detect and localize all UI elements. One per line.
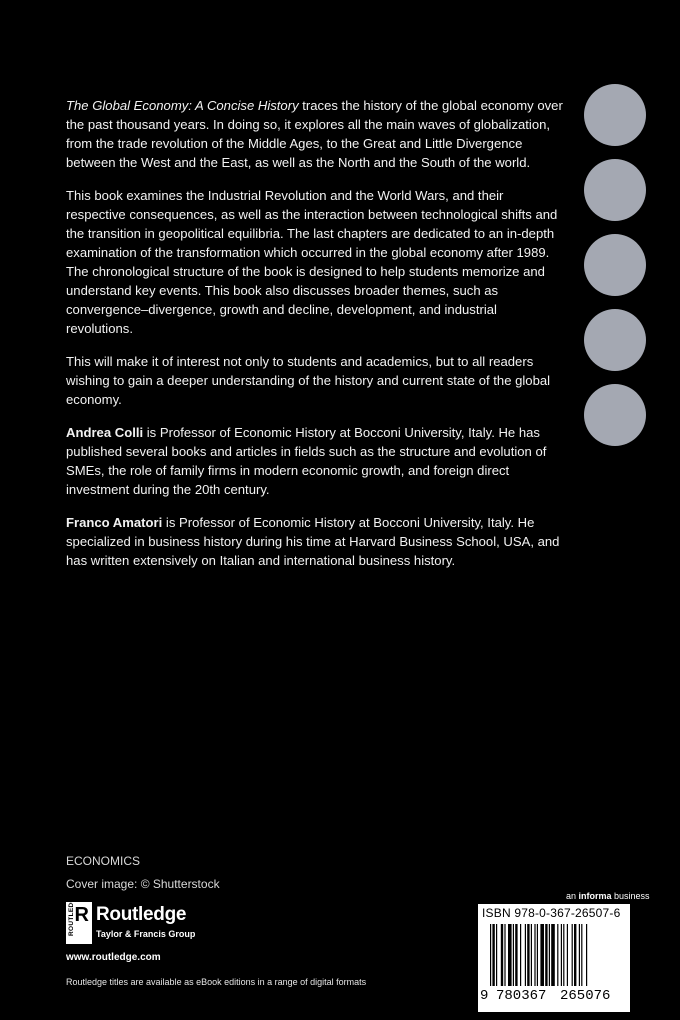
logo-mark-letter: R <box>74 904 89 926</box>
author-name-2: Franco Amatori <box>66 515 163 530</box>
description-paragraph-1 <box>66 96 566 172</box>
barcode-bar <box>586 924 587 986</box>
description-text: traces the history of the global economy over the past thousand years. In doing so, it explores all the main waves of globalization, from the trade revolution of the Middle Ages, to the Great and Little Divergence between the West and the East, as well as the North and the South of the world. <box>66 98 563 170</box>
barcode-bar <box>545 924 547 986</box>
decorative-circles <box>584 84 646 459</box>
publisher-group: Taylor & Francis Group <box>96 929 196 939</box>
author-bio-text-2: is Professor of Economic History at Bocconi University, Italy. He specialized in business history during his time at Harvard Business School, USA, and has written extensively on Italian and international business history. <box>66 515 560 568</box>
barcode-bar <box>574 924 576 986</box>
barcode-bar <box>504 924 505 986</box>
barcode-bar <box>540 924 544 986</box>
barcode-bars <box>490 924 622 986</box>
publisher-website: www.routledge.com <box>66 952 161 963</box>
barcode-bar <box>581 924 582 986</box>
barcode-bar <box>563 924 564 986</box>
barcode-bar <box>525 924 526 986</box>
decorative-circle <box>584 384 646 446</box>
barcode-left-digits: 780367 <box>496 988 547 1004</box>
barcode-bar <box>508 924 512 986</box>
barcode-bar <box>561 924 562 986</box>
routledge-logo <box>66 892 266 944</box>
publisher-name: Routledge <box>96 904 187 925</box>
cover-image-credit: Cover image: © Shutterstock <box>66 877 220 891</box>
author-bio-text-1: is Professor of Economic History at Bocconi University, Italy. He has published several books and articles in fields such as the structure and evolution of SMEs, the role of family firms in modern economic growth, and foreign direct investment during the 20th century. <box>66 425 547 497</box>
informa-business-tag <box>566 891 650 901</box>
barcode-bar <box>537 924 538 986</box>
decorative-circle <box>584 234 646 296</box>
barcode-bar <box>534 924 535 986</box>
routledge-logo-mark <box>66 892 92 944</box>
barcode-bar <box>492 924 494 986</box>
ebook-note: Routledge titles are available as eBook editions in a range of digital formats <box>66 977 367 987</box>
barcode-bar <box>579 924 580 986</box>
back-cover-blurb <box>66 96 566 584</box>
barcode-bar <box>557 924 558 986</box>
decorative-circle <box>584 159 646 221</box>
barcode-bar <box>567 924 568 986</box>
barcode-bar <box>531 924 532 986</box>
barcode-bar <box>527 924 529 986</box>
author-name-1: Andrea Colli <box>66 425 144 440</box>
barcode-lead-digit: 9 <box>480 988 489 1004</box>
decorative-circle <box>584 309 646 371</box>
informa-pre: an <box>566 891 579 901</box>
isbn-number: ISBN 978-0-367-26507-6 <box>482 906 621 920</box>
description-paragraph-3: This will make it of interest not only to students and academics, but to all readers wishing to gain a deeper understanding of the history and current state of the global economy. <box>66 354 551 407</box>
barcode-bar <box>490 924 491 986</box>
informa-post: business <box>611 891 650 901</box>
barcode-bar <box>549 924 550 986</box>
informa-bold: informa <box>578 891 612 901</box>
isbn-barcode <box>478 904 630 1012</box>
barcode-bar <box>572 924 573 986</box>
logo-mark-text: ROUTLEDGE <box>68 892 75 936</box>
barcode-bar <box>501 924 503 986</box>
book-title: The Global Economy: A Concise History <box>66 98 299 113</box>
barcode-bar <box>496 924 497 986</box>
author-bio-1 <box>66 423 566 499</box>
author-bio-2 <box>66 513 566 570</box>
description-paragraph-2: This book examines the Industrial Revolution and the World Wars, and their respective consequences, as well as the interaction between technological shifts and the transition in geopolitical equilibria. The last chapters are dedicated to an in-depth examination of the transformation which occurred in the global economy after 1989. The chronological structure of the book is designed to help students memorize and understand key events. This book also discusses broader themes, such as convergence–divergence, growth and decline, development, and industrial revolutions. <box>66 188 558 336</box>
decorative-circle <box>584 84 646 146</box>
barcode-bar <box>551 924 555 986</box>
barcode-bar <box>520 924 521 986</box>
barcode-bar <box>513 924 514 986</box>
barcode-bar <box>515 924 517 986</box>
subject-category: ECONOMICS <box>66 854 141 868</box>
barcode-right-digits: 265076 <box>560 988 611 1004</box>
